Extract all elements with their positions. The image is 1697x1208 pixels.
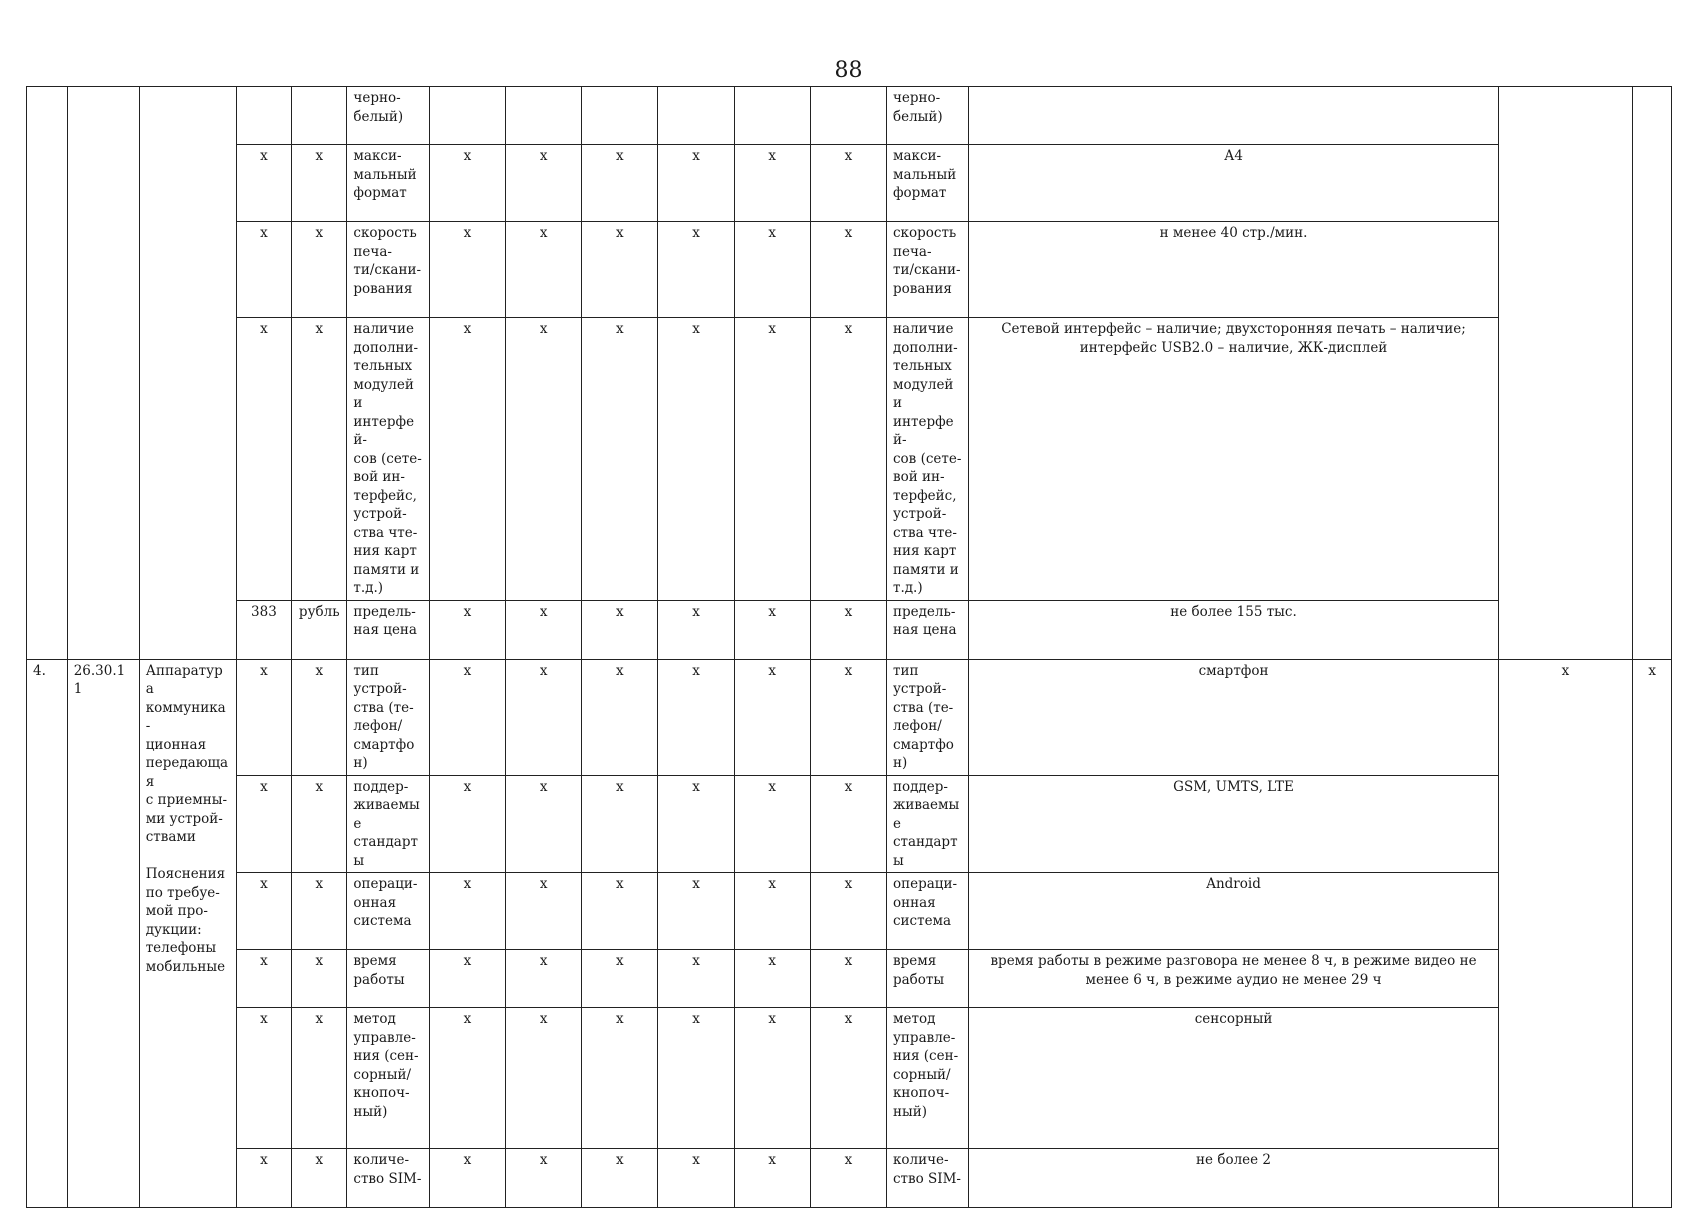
table-row: [27, 87, 1672, 145]
table-row: [27, 222, 1672, 318]
table-row: [27, 600, 1672, 659]
characteristic-name: наличие дополни- тельных модулей и интерфей- сов (сете- вой ин- терфейс, устрой- ства чте- ния карт памяти и т.д.): [886, 318, 968, 601]
code-cell: x: [236, 775, 291, 873]
extra-cell: [1498, 87, 1633, 660]
unit-cell: x: [292, 659, 347, 775]
table-row: [27, 775, 1672, 873]
characteristic-name: скорость печа- ти/скани- рования: [347, 222, 429, 318]
value-cell: x: [658, 1149, 734, 1208]
characteristic-name: предель- ная цена: [886, 600, 968, 659]
characteristic-name: метод управле- ния (сен- сорный/ кнопоч- ный): [886, 1008, 968, 1149]
unit-cell: x: [292, 222, 347, 318]
value-cell: x: [658, 873, 734, 950]
value-cell: x: [506, 222, 582, 318]
value-cell: [506, 87, 582, 145]
value-cell: [429, 87, 505, 145]
value-cell: x: [506, 1008, 582, 1149]
characteristic-name: предель- ная цена: [347, 600, 429, 659]
spec-value: не более 155 тыс.: [969, 600, 1498, 659]
code-cell: 383: [236, 600, 291, 659]
extra-cell: [1633, 87, 1672, 660]
unit-cell: [292, 87, 347, 145]
characteristic-name: черно- белый): [347, 87, 429, 145]
spec-value: Сетевой интерфейс – наличие; двухсторонняя печать – наличие; интерфейс USB2.0 – наличие, ЖК-дисплей: [969, 318, 1498, 601]
spec-value: [969, 87, 1498, 145]
value-cell: [658, 87, 734, 145]
characteristic-name: количе- ство SIM-: [886, 1149, 968, 1208]
value-cell: x: [582, 1149, 658, 1208]
value-cell: x: [734, 600, 810, 659]
code-cell: x: [236, 145, 291, 222]
characteristic-name: макси- мальный формат: [347, 145, 429, 222]
value-cell: x: [582, 775, 658, 873]
code-cell: x: [236, 222, 291, 318]
characteristic-name: черно- белый): [886, 87, 968, 145]
value-cell: x: [506, 950, 582, 1008]
value-cell: x: [582, 318, 658, 601]
value-cell: x: [810, 873, 886, 950]
value-cell: x: [658, 145, 734, 222]
value-cell: x: [658, 659, 734, 775]
spec-value: н менее 40 стр./мин.: [969, 222, 1498, 318]
value-cell: x: [429, 950, 505, 1008]
spec-value: А4: [969, 145, 1498, 222]
value-cell: x: [810, 145, 886, 222]
table-row: [27, 1149, 1672, 1208]
value-cell: x: [658, 222, 734, 318]
value-cell: x: [810, 775, 886, 873]
value-cell: x: [429, 775, 505, 873]
unit-cell: x: [292, 950, 347, 1008]
unit-cell: x: [292, 873, 347, 950]
num-cell: [27, 87, 68, 660]
value-cell: x: [734, 1008, 810, 1149]
spec-value: Android: [969, 873, 1498, 950]
characteristics-table: [26, 86, 1672, 1208]
value-cell: x: [506, 659, 582, 775]
value-cell: x: [734, 318, 810, 601]
okpd-cell: [67, 87, 139, 660]
value-cell: x: [506, 600, 582, 659]
value-cell: x: [810, 318, 886, 601]
characteristic-name: наличие дополни- тельных модулей и интерфей- сов (сете- вой ин- терфейс, устрой- ства чте- ния карт памяти и т.д.): [347, 318, 429, 601]
item-title: Аппаратура коммуника- ционная передающая с приемны- ми устрой- ствами Пояснения по требуе- мой про- дукции: телефоны мобильные: [139, 659, 236, 1208]
value-cell: x: [429, 600, 505, 659]
code-cell: x: [236, 659, 291, 775]
value-cell: x: [582, 659, 658, 775]
value-cell: x: [734, 775, 810, 873]
value-cell: x: [658, 318, 734, 601]
unit-cell: x: [292, 1008, 347, 1149]
value-cell: [734, 87, 810, 145]
value-cell: x: [658, 950, 734, 1008]
unit-cell: x: [292, 318, 347, 601]
table-row: [27, 145, 1672, 222]
table-row: [27, 1008, 1672, 1149]
characteristic-name: время работы: [347, 950, 429, 1008]
value-cell: x: [734, 659, 810, 775]
value-cell: x: [810, 659, 886, 775]
code-cell: [236, 87, 291, 145]
extra-cell: x: [1633, 659, 1672, 1208]
value-cell: x: [734, 145, 810, 222]
value-cell: [810, 87, 886, 145]
spec-value: GSM, UMTS, LTE: [969, 775, 1498, 873]
value-cell: x: [429, 1149, 505, 1208]
value-cell: x: [582, 1008, 658, 1149]
value-cell: x: [582, 873, 658, 950]
table-row: [27, 659, 1672, 775]
value-cell: x: [734, 873, 810, 950]
value-cell: x: [810, 950, 886, 1008]
value-cell: x: [810, 1008, 886, 1149]
characteristic-name: операци- онная система: [347, 873, 429, 950]
unit-cell: x: [292, 145, 347, 222]
value-cell: x: [506, 145, 582, 222]
value-cell: x: [658, 775, 734, 873]
characteristic-name: операци- онная система: [886, 873, 968, 950]
unit-cell: рубль: [292, 600, 347, 659]
code-cell: x: [236, 318, 291, 601]
value-cell: x: [582, 222, 658, 318]
page-number: 88: [834, 58, 863, 83]
value-cell: x: [429, 145, 505, 222]
spec-value: время работы в режиме разговора не менее 8 ч, в режиме видео не менее 6 ч, в режиме аудио не менее 29 ч: [969, 950, 1498, 1008]
value-cell: x: [506, 318, 582, 601]
code-cell: x: [236, 1149, 291, 1208]
value-cell: x: [582, 600, 658, 659]
characteristic-name: тип устрой- ства (те- лефон/ смартфон): [886, 659, 968, 775]
table-row: [27, 950, 1672, 1008]
characteristic-name: время работы: [886, 950, 968, 1008]
title-cell: [139, 87, 236, 660]
value-cell: x: [582, 950, 658, 1008]
table-row: [27, 873, 1672, 950]
value-cell: x: [506, 873, 582, 950]
value-cell: x: [810, 1149, 886, 1208]
characteristic-name: количе- ство SIM-: [347, 1149, 429, 1208]
spec-value: сенсорный: [969, 1008, 1498, 1149]
value-cell: x: [734, 222, 810, 318]
value-cell: x: [582, 145, 658, 222]
characteristic-name: метод управле- ния (сен- сорный/ кнопоч- ный): [347, 1008, 429, 1149]
item-number: 4.: [27, 659, 68, 1208]
value-cell: x: [429, 318, 505, 601]
code-cell: x: [236, 873, 291, 950]
okpd-code: 26.30.11: [67, 659, 139, 1208]
spec-value: смартфон: [969, 659, 1498, 775]
value-cell: x: [506, 1149, 582, 1208]
value-cell: x: [429, 1008, 505, 1149]
characteristic-name: скорость печа- ти/скани- рования: [886, 222, 968, 318]
value-cell: x: [429, 873, 505, 950]
value-cell: x: [810, 222, 886, 318]
value-cell: x: [506, 775, 582, 873]
value-cell: x: [658, 1008, 734, 1149]
characteristic-name: макси- мальный формат: [886, 145, 968, 222]
unit-cell: x: [292, 1149, 347, 1208]
value-cell: [582, 87, 658, 145]
value-cell: x: [810, 600, 886, 659]
code-cell: x: [236, 1008, 291, 1149]
extra-cell: x: [1498, 659, 1633, 1208]
value-cell: x: [429, 222, 505, 318]
unit-cell: x: [292, 775, 347, 873]
characteristic-name: поддер- живаемые стандарты: [347, 775, 429, 873]
table-row: [27, 318, 1672, 601]
value-cell: x: [734, 950, 810, 1008]
characteristic-name: тип устрой- ства (те- лефон/ смартфон): [347, 659, 429, 775]
characteristic-name: поддер- живаемые стандарты: [886, 775, 968, 873]
code-cell: x: [236, 950, 291, 1008]
spec-value: не более 2: [969, 1149, 1498, 1208]
value-cell: x: [429, 659, 505, 775]
value-cell: x: [658, 600, 734, 659]
value-cell: x: [734, 1149, 810, 1208]
